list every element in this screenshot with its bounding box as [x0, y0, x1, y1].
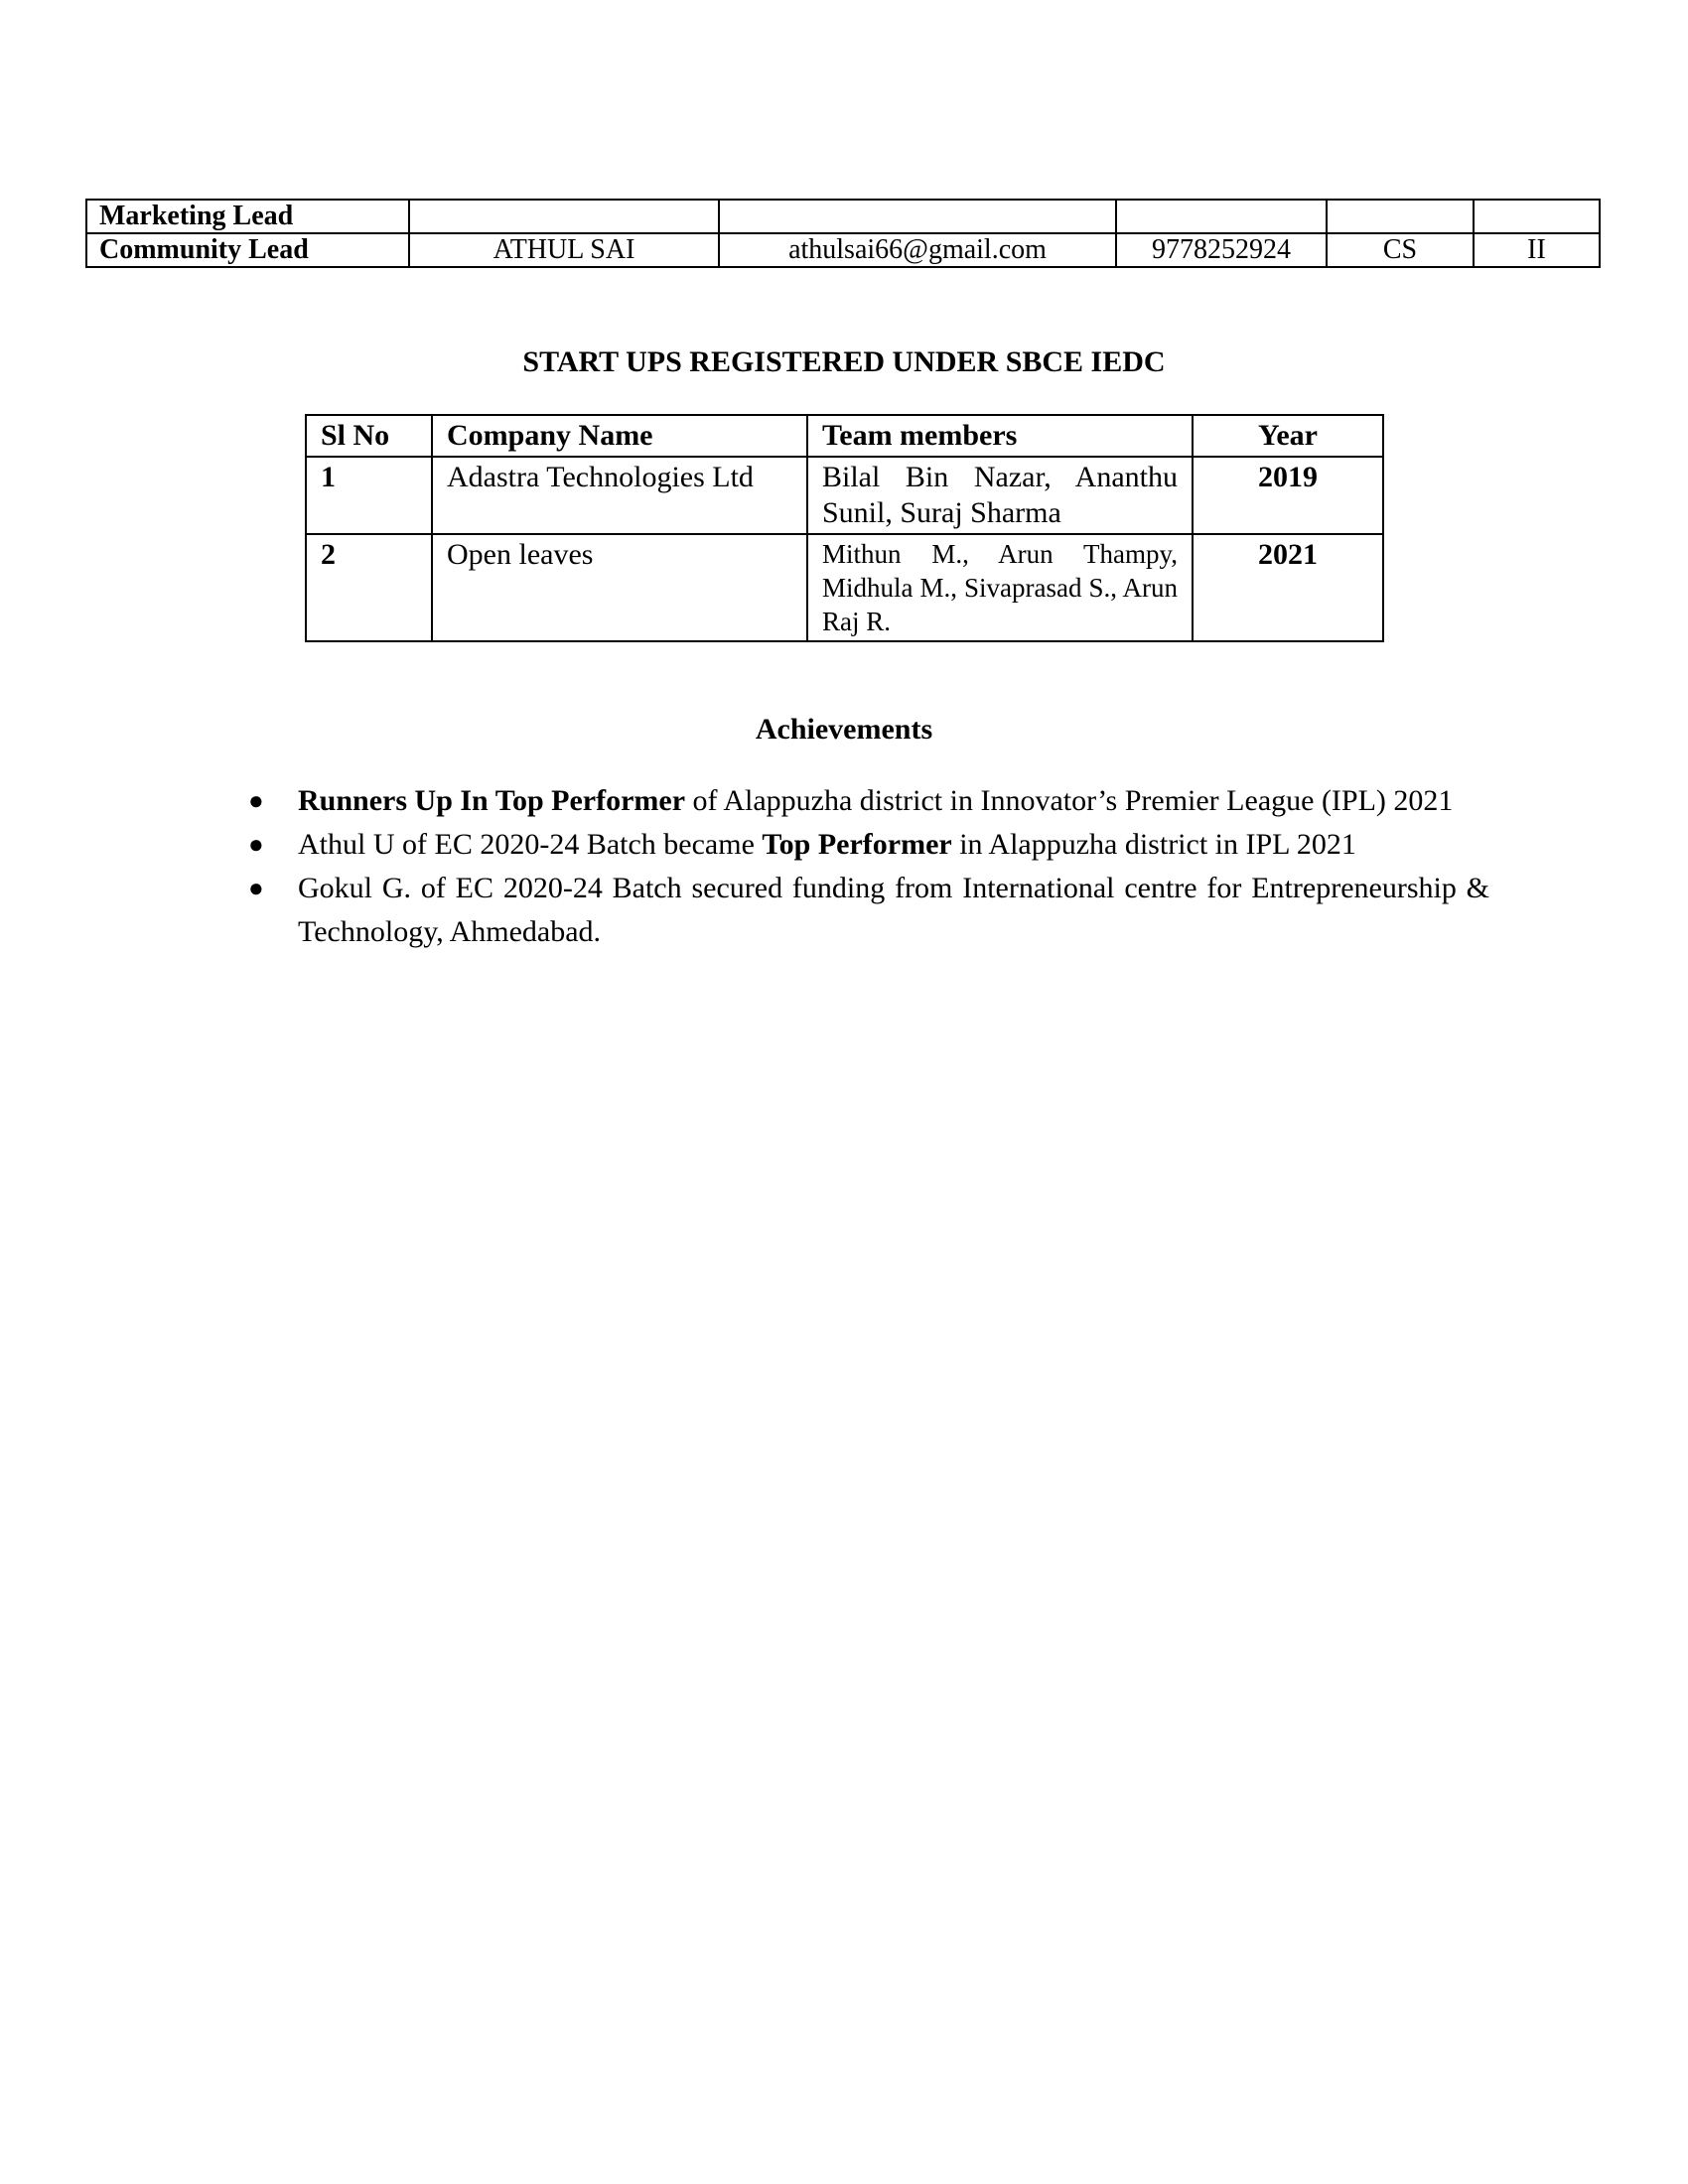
- team-members-cell: Mithun M., Arun Thampy, Midhula M., Sivaprasad S., Arun Raj R.: [807, 534, 1193, 641]
- achievement-text: Gokul G. of EC 2020-24 Batch secured funding from International centre for Entrepreneurship & Technology, Ahmedabad.: [298, 872, 1489, 948]
- bullet-icon: ●: [248, 786, 264, 815]
- email-cell: [719, 200, 1116, 233]
- company-name-cell: Open leaves: [432, 534, 807, 641]
- sl-no-header: Sl No: [306, 415, 432, 457]
- role-cell: Marketing Lead: [86, 200, 409, 233]
- table-header-row: [306, 415, 1383, 457]
- year-cell: 2021: [1193, 534, 1383, 641]
- company-name-cell: Adastra Technologies Ltd: [432, 457, 807, 534]
- table-row: [86, 200, 1600, 233]
- table-row: [86, 233, 1600, 267]
- list-item: [248, 779, 1489, 823]
- table-row: [306, 457, 1383, 534]
- branch-cell: [1327, 200, 1474, 233]
- company-name-header: Company Name: [432, 415, 807, 457]
- table-row: [306, 534, 1383, 641]
- year-cell: [1474, 200, 1600, 233]
- bullet-icon: ●: [248, 830, 264, 859]
- phone-cell: 9778252924: [1116, 233, 1327, 267]
- year-cell: 2019: [1193, 457, 1383, 534]
- achievement-text: in Alappuzha district in IPL 2021: [951, 828, 1356, 861]
- bullet-icon: ●: [248, 874, 264, 902]
- year-header: Year: [1193, 415, 1383, 457]
- year-cell: II: [1474, 233, 1600, 267]
- name-cell: [409, 200, 719, 233]
- team-members-cell: Bilal Bin Nazar, Ananthu Sunil, Suraj Sharma: [807, 457, 1193, 534]
- name-cell: ATHUL SAI: [409, 233, 719, 267]
- achievements-list: [248, 779, 1489, 954]
- email-cell: athulsai66@gmail.com: [719, 233, 1116, 267]
- team-members-header: Team members: [807, 415, 1193, 457]
- achievements-heading: Achievements: [755, 713, 933, 746]
- role-cell: Community Lead: [86, 233, 409, 267]
- sl-no-cell: 2: [306, 534, 432, 641]
- office-bearers-table: [85, 199, 1601, 268]
- achievement-bold: Runners Up In Top Performer: [298, 784, 686, 817]
- achievement-bold: Top Performer: [762, 828, 952, 861]
- sl-no-cell: 1: [306, 457, 432, 534]
- achievement-text: of Alappuzha district in Innovator’s Premier League (IPL) 2021: [685, 784, 1454, 817]
- branch-cell: CS: [1327, 233, 1474, 267]
- startups-table: [305, 414, 1384, 642]
- startups-heading: START UPS REGISTERED UNDER SBCE IEDC: [522, 345, 1166, 378]
- achievement-text-pre: Athul U of EC 2020-24 Batch became: [298, 828, 763, 861]
- phone-cell: [1116, 200, 1327, 233]
- list-item: [248, 823, 1489, 867]
- list-item: [248, 867, 1489, 954]
